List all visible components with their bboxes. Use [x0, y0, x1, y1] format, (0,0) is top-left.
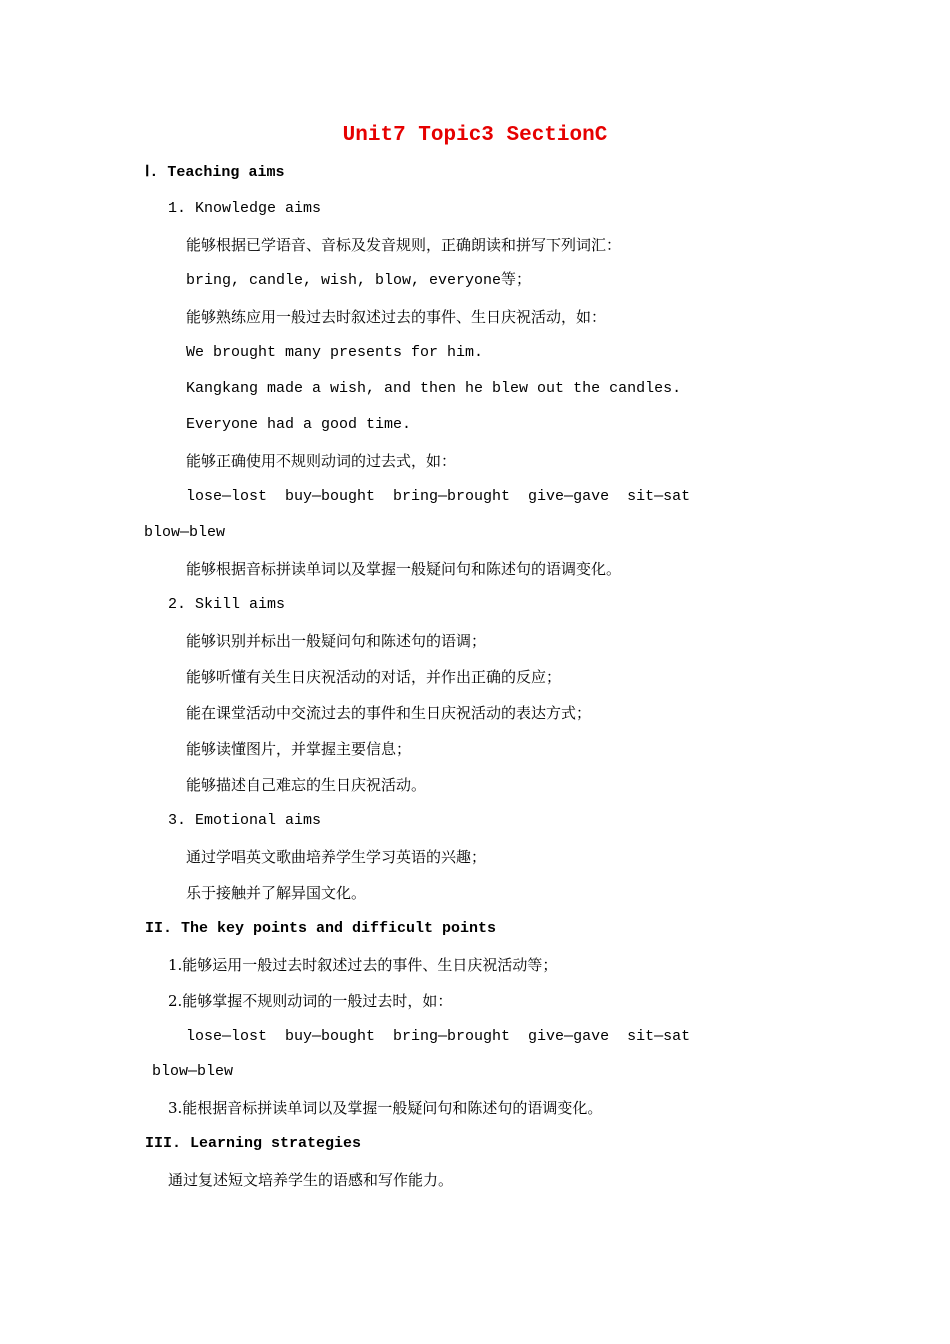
emotional-aim-text: 乐于接触并了解异国文化。 — [186, 884, 367, 902]
knowledge-aim-text: bring, candle, wish, blow, everyone等； — [186, 272, 532, 289]
key-point-text: 2.能够掌握不规则动词的一般过去时，如： — [168, 992, 453, 1010]
document-title: Unit7 Topic3 SectionC — [342, 124, 608, 147]
irregular-verbs-list: lose—lost buy—bought bring—brought give—gave sit—sat — [186, 1028, 691, 1045]
section-heading-key-points: II. The key points and difficult points — [145, 920, 497, 937]
key-point-text: 1.能够运用一般过去时叙述过去的事件、生日庆祝活动等； — [168, 956, 558, 974]
key-point-text: 3.能根据音标拼读单词以及掌握一般疑问句和陈述句的语调变化。 — [168, 1099, 603, 1117]
irregular-verbs-list: lose—lost buy—bought bring—brought give—gave sit—sat — [186, 488, 691, 505]
knowledge-aim-text: 能够熟练应用一般过去时叙述过去的事件、生日庆祝活动，如： — [186, 308, 607, 326]
knowledge-aim-text: 能够正确使用不规则动词的过去式，如： — [186, 452, 457, 470]
knowledge-aim-text: 能够根据已学语音、音标及发音规则，正确朗读和拼写下列词汇： — [186, 236, 622, 254]
example-sentence: Everyone had a good time. — [186, 416, 412, 433]
irregular-verbs-list-continued: blow—blew — [152, 1063, 234, 1080]
skill-aim-text: 能够描述自己难忘的生日庆祝活动。 — [186, 776, 427, 794]
emotional-aim-text: 通过学唱英文歌曲培养学生学习英语的兴趣； — [186, 848, 487, 866]
skill-aim-text: 能在课堂活动中交流过去的事件和生日庆祝活动的表达方式； — [186, 704, 592, 722]
section-heading-learning-strategies: III. Learning strategies — [145, 1135, 362, 1152]
knowledge-aim-text: 能够根据音标拼读单词以及掌握一般疑问句和陈述句的语调变化。 — [186, 560, 622, 578]
section-heading-teaching-aims: Ⅰ. Teaching aims — [145, 164, 285, 181]
example-sentence: We brought many presents for him. — [186, 344, 484, 361]
skill-aims-heading: 2. Skill aims — [168, 596, 286, 613]
emotional-aims-heading: 3. Emotional aims — [168, 812, 322, 829]
example-sentence: Kangkang made a wish, and then he blew out the candles. — [186, 380, 682, 397]
skill-aim-text: 能够听懂有关生日庆祝活动的对话，并作出正确的反应； — [186, 668, 562, 686]
learning-strategy-text: 通过复述短文培养学生的语感和写作能力。 — [168, 1171, 454, 1189]
skill-aim-text: 能够识别并标出一般疑问句和陈述句的语调； — [186, 632, 487, 650]
irregular-verbs-list-continued: blow—blew — [144, 524, 226, 541]
skill-aim-text: 能够读懂图片，并掌握主要信息； — [186, 740, 412, 758]
knowledge-aims-heading: 1. Knowledge aims — [168, 200, 322, 217]
